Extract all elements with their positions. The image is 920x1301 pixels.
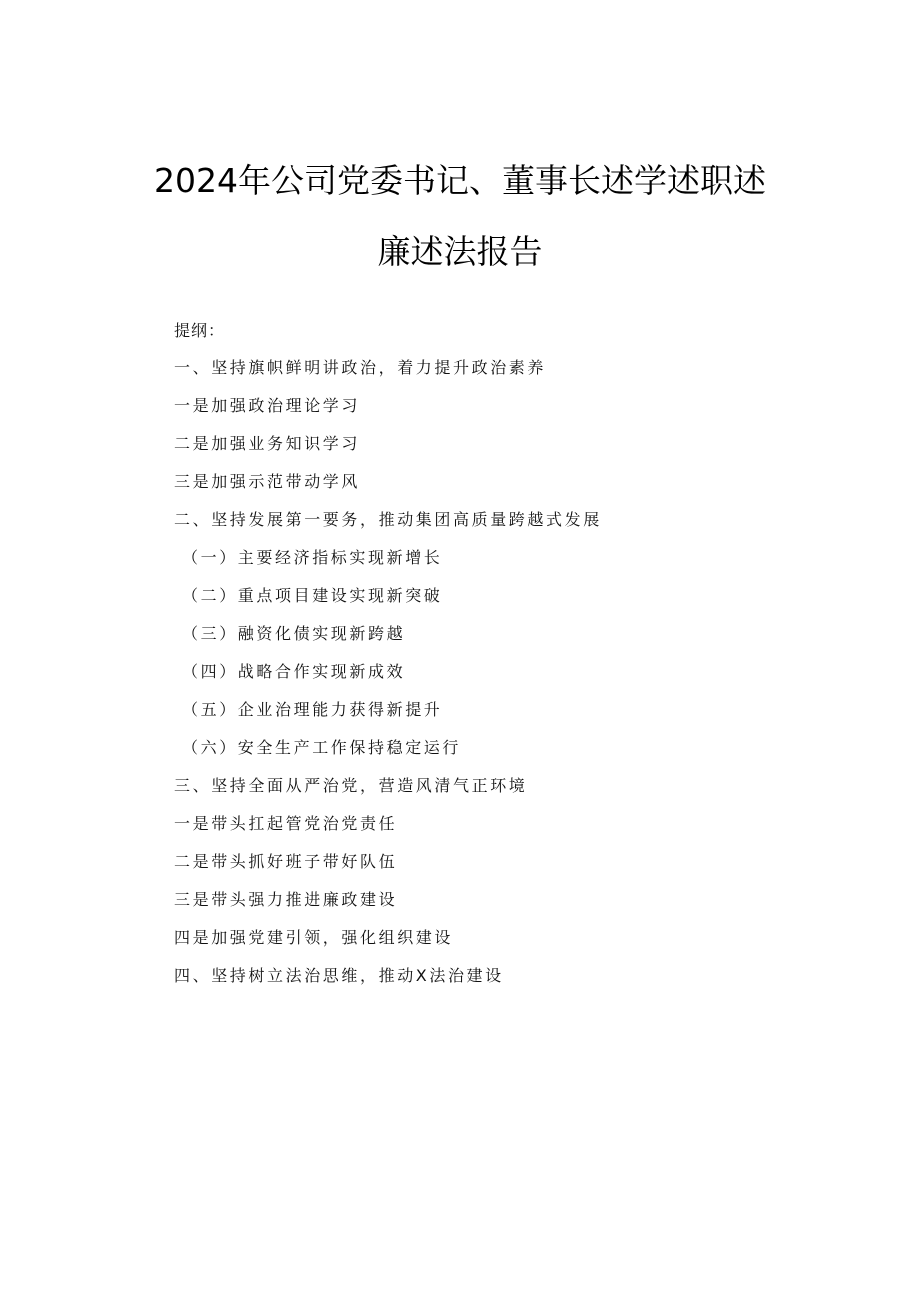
outline-section-1: 一、坚持旗帜鲜明讲政治，着力提升政治素养 — [174, 358, 547, 377]
outline-subitem: （二）重点项目建设实现新突破 — [182, 586, 443, 605]
outline-section-2: 二、坚持发展第一要务，推动集团高质量跨越式发展 — [174, 510, 602, 529]
outline-item: 二是加强业务知识学习 — [174, 434, 361, 453]
outline-item: 四是加强党建引领，强化组织建设 — [174, 928, 454, 947]
outline-subitem: （五）企业治理能力获得新提升 — [182, 700, 443, 719]
outline-section-4: 四、坚持树立法治思维，推动X法治建设 — [174, 966, 504, 985]
outline-list — [174, 357, 774, 1003]
outline-item: 一是加强政治理论学习 — [174, 396, 361, 415]
outline-subitem: （六）安全生产工作保持稳定运行 — [182, 738, 462, 757]
outline-subitem: （一）主要经济指标实现新增长 — [182, 548, 443, 567]
outline-item: 三是加强示范带动学风 — [174, 472, 361, 491]
outline-item: 一是带头扛起管党治党责任 — [174, 814, 398, 833]
outline-section-3: 三、坚持全面从严治党，营造风清气正环境 — [174, 776, 528, 795]
document-title-line-1: 2024年公司党委书记、董事长述学述职述 — [154, 161, 766, 200]
outline-item: 二是带头抓好班子带好队伍 — [174, 852, 398, 871]
outline-label: 提纲： — [174, 321, 226, 340]
outline-item: 三是带头强力推进廉政建设 — [174, 890, 398, 909]
outline-subitem: （四）战略合作实现新成效 — [182, 662, 406, 681]
document-title-line-2: 廉述法报告 — [377, 232, 543, 271]
outline-subitem: （三）融资化债实现新跨越 — [182, 624, 406, 643]
